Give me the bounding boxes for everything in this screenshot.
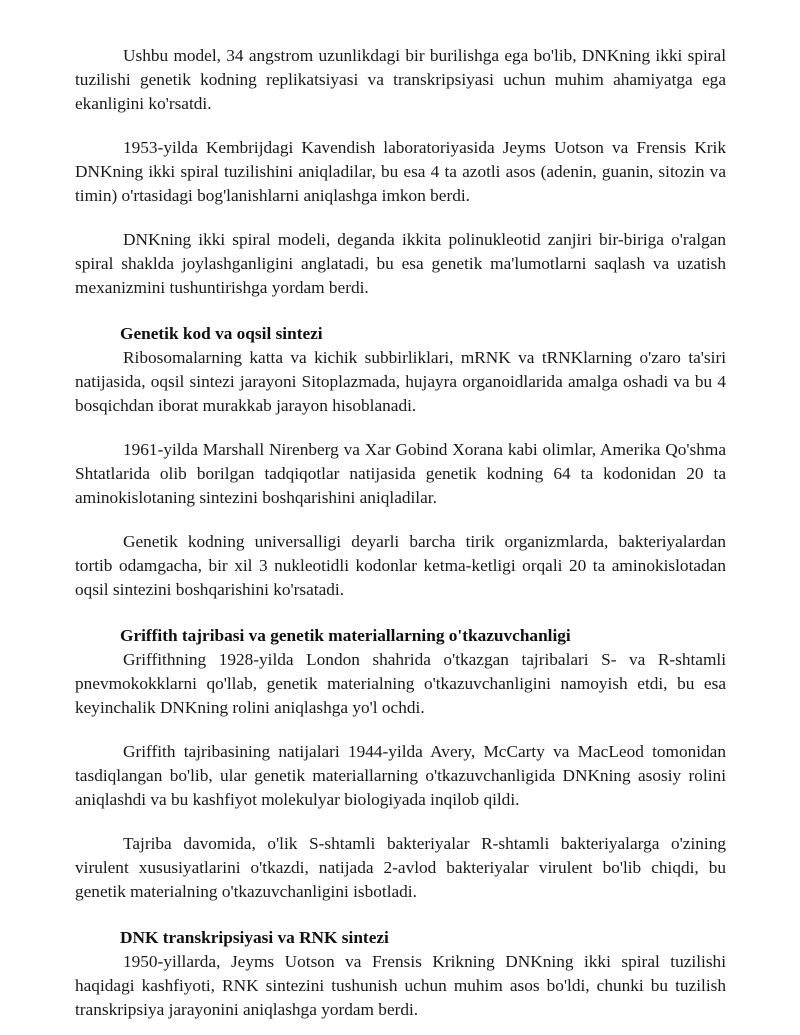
paragraph: Tajriba davomida, o'lik S-shtamli bakteriyalar R-shtamli bakteriyalarga o'zining virulent xususiyatlarini o'tkazdi, natijada 2-avlod bakteriyalar virulent bo'lib chiqdi, bu genetik materialning o'tkazuvchanligini isbotladi.: [75, 834, 726, 901]
section-heading: Griffith tajribasi va genetik materiallarning o'tkazuvchanligi: [120, 626, 571, 645]
paragraph: Genetik kodning universalligi deyarli barcha tirik organizmlarda, bakteriyalardan tortib odamgacha, bir xil 3 nukleotidli kodonlar ketma-ketligi orqali 20 ta aminokislotadan oqsil sintezini boshqarishini ko'rsatadi.: [75, 532, 726, 599]
section-heading: Genetik kod va oqsil sintezi: [120, 324, 323, 343]
paragraph: DNKning ikki spiral modeli, deganda ikkita polinukleotid zanjiri bir-biriga o'ralgan spiral shaklda joylashganligini anglatadi, bu esa genetik ma'lumotlarni saqlash va uzatish mexanizmini tushuntirishga yordam berdi.: [75, 230, 726, 297]
paragraph: 1953-yilda Kembrijdagi Kavendish laboratoriyasida Jeyms Uotson va Frensis Krik DNKning ikki spiral tuzilishini aniqladilar, bu esa 4 ta azotli asos (adenin, guanin, sitozin va timin) o'rtasidagi bog'lanishlarni aniqlashga imkon berdi.: [75, 138, 726, 205]
section-heading: DNK transkripsiyasi va RNK sintezi: [120, 928, 389, 947]
paragraph: Ushbu model, 34 angstrom uzunlikdagi bir burilishga ega bo'lib, DNKning ikki spiral tuzilishi genetik kodning replikatsiyasi va transkripsiyasi uchun muhim ahamiyatga ega ekanligini ko'rsatdi.: [75, 46, 726, 113]
paragraph: 1950-yillarda, Jeyms Uotson va Frensis Krikning DNKning ikki spiral tuzilishi haqidagi kashfiyoti, RNK sintezini tushunish uchun muhim asos bo'ldi, chunki bu tuzilish transkripsiya jarayonini aniqlashga yordam berdi.: [75, 952, 726, 1019]
paragraph: Ribosomalarning katta va kichik subbirliklari, mRNK va tRNKlarning o'zaro ta'siri natijasida, oqsil sintezi jarayoni Sitoplazmada, hujayra organoidlarida amalga oshadi va bu 4 bosqichdan iborat murakkab jarayon hisoblanadi.: [75, 348, 726, 415]
document-page: [75, 44, 726, 1022]
paragraph: Griffith tajribasining natijalari 1944-yilda Avery, McCarty va MacLeod tomonidan tasdiqlangan bo'lib, ular genetik materiallarning o'tkazuvchanligida DNKning asosiy rolini aniqlashdi va bu kashfiyot molekulyar biologiyada inqilob qildi.: [75, 742, 726, 809]
paragraph: Griffithning 1928-yilda London shahrida o'tkazgan tajribalari S- va R-shtamli pnevmokokklarni qo'llab, genetik materialning o'tkazuvchanligini namoyish etdi, bu esa keyinchalik DNKning rolini aniqlashga yo'l ochdi.: [75, 650, 726, 717]
paragraph: 1961-yilda Marshall Nirenberg va Xar Gobind Xorana kabi olimlar, Amerika Qo'shma Shtatlarida olib borilgan tadqiqotlar natijasida genetik kodning 64 ta kodonidan 20 ta aminokislotaning sintezini boshqarishini aniqladilar.: [75, 440, 726, 507]
